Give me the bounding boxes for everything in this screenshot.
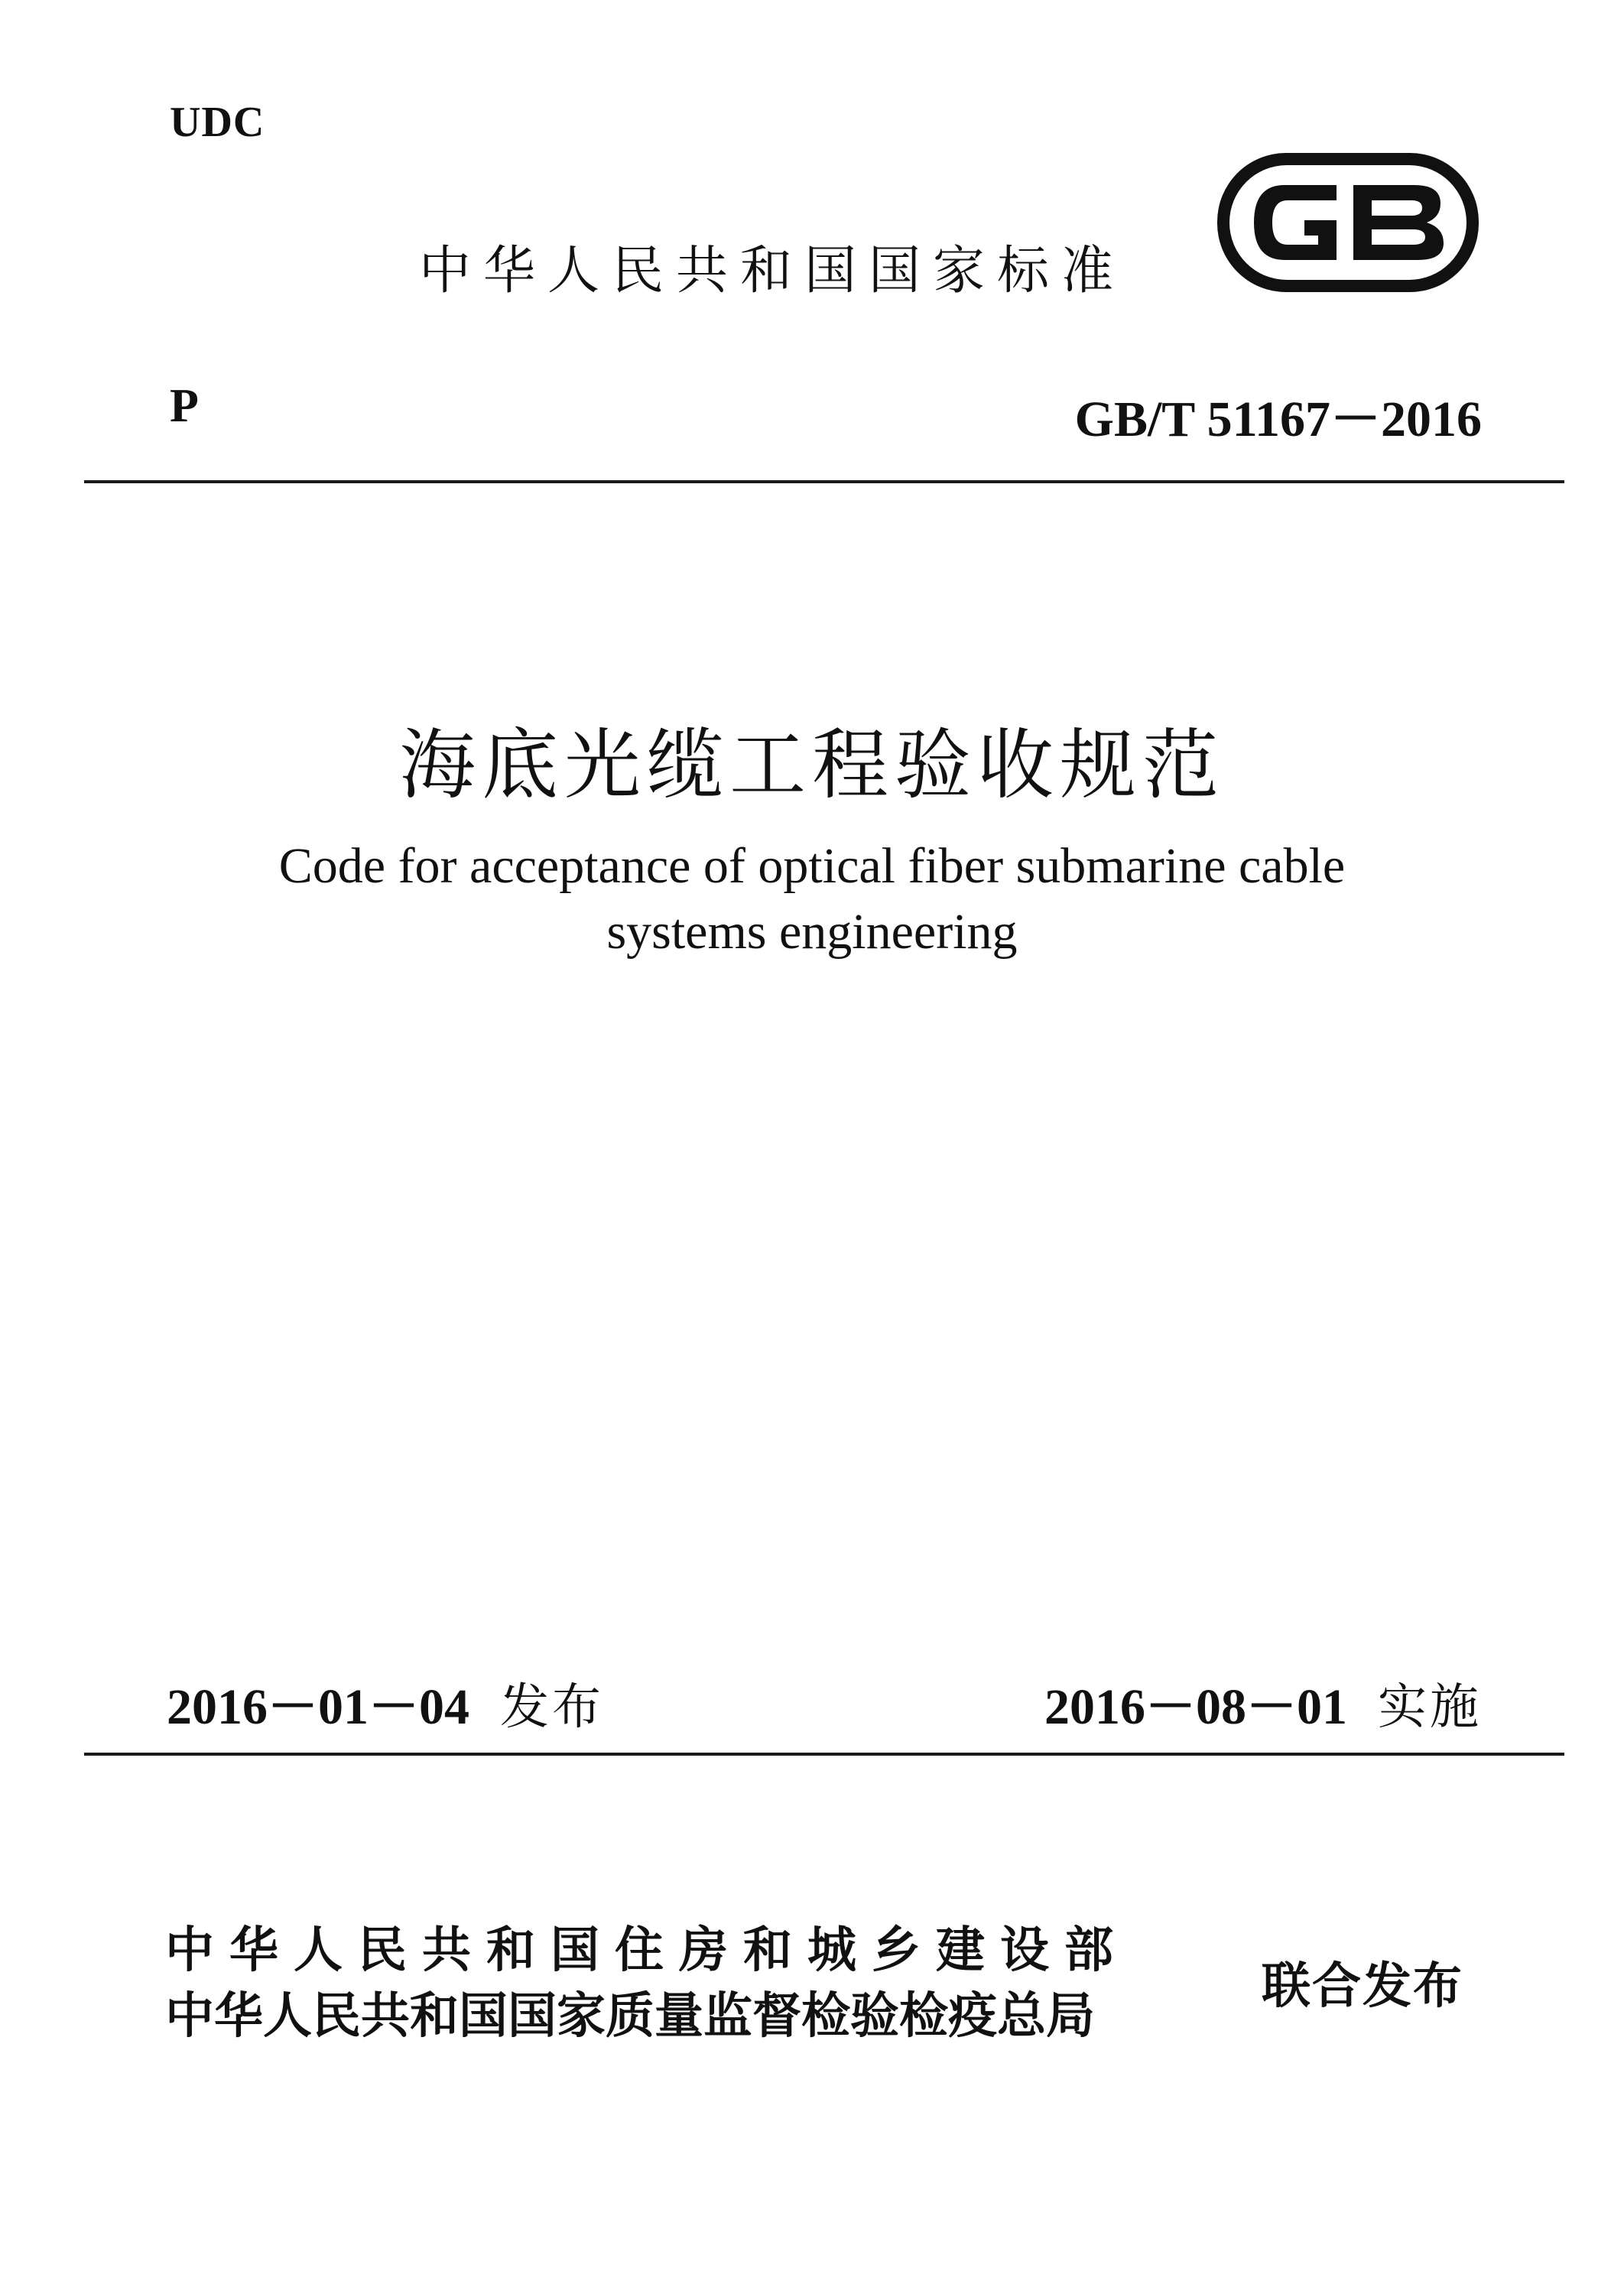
- title-english: [0, 833, 1624, 965]
- national-standard-heading: 中华人民共和国国家标准: [419, 241, 1126, 301]
- implement-label: 实施: [1378, 1679, 1482, 1736]
- category-code: P: [170, 380, 199, 432]
- standard-number: GB/T 51167－2016: [1074, 392, 1482, 447]
- issuer-ministry: 中华人民共和国住房和城乡建设部: [165, 1922, 1129, 1979]
- issuing-authorities: [165, 1918, 1129, 2049]
- implement-date: 2016－08－01: [1044, 1679, 1347, 1735]
- udc-label: UDC: [170, 99, 265, 146]
- title-english-line1: Code for acceptance of optical fiber submarine cable: [278, 838, 1346, 894]
- release-date: 2016－01－04: [167, 1679, 469, 1735]
- release-info: [167, 1665, 604, 1738]
- implement-info: [1044, 1665, 1482, 1738]
- release-label: 发布: [500, 1679, 604, 1736]
- joint-release-label: 联合发布: [1262, 1958, 1463, 2015]
- top-divider: [84, 480, 1564, 483]
- issuer-aqsiq: 中华人民共和国国家质量监督检验检疫总局: [165, 1988, 1095, 2045]
- bottom-divider: [84, 1753, 1564, 1756]
- title-english-line2: systems engineering: [606, 904, 1018, 960]
- title-chinese: 海底光缆工程验收规范: [399, 720, 1225, 810]
- gb-logo: [1214, 150, 1482, 295]
